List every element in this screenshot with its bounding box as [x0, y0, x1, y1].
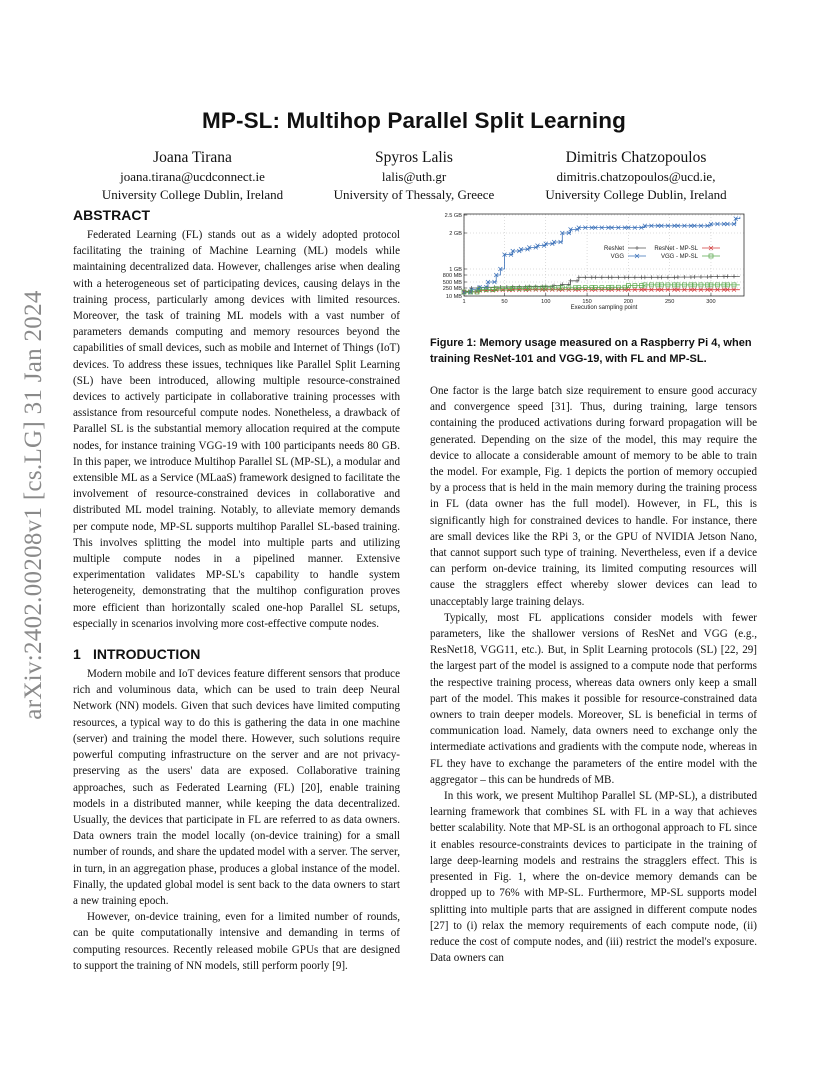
author-block-1 — [85, 148, 300, 203]
data-point — [635, 246, 639, 250]
x-tick-label: 250 — [664, 299, 675, 305]
legend-label: VGG — [610, 254, 624, 260]
author-email: dimitris.chatzopoulos@ucd.ie, — [556, 169, 716, 184]
chart-legend — [604, 246, 720, 260]
series-vgg — [462, 217, 740, 295]
author-block-3 — [530, 148, 742, 203]
data-point — [659, 275, 663, 279]
figure-1 — [430, 208, 757, 326]
data-point — [639, 275, 643, 279]
data-point — [709, 275, 713, 279]
data-point — [666, 275, 670, 279]
data-point — [593, 275, 597, 279]
data-point — [610, 275, 614, 279]
x-axis-label: Execution sampling point — [570, 305, 638, 311]
section-title: INTRODUCTION — [93, 646, 201, 663]
section-number: 1 — [73, 646, 81, 663]
legend-label: VGG - MP-SL — [660, 254, 698, 260]
data-point — [633, 275, 637, 279]
data-point — [672, 275, 676, 279]
x-tick-label: 300 — [706, 299, 716, 305]
data-point — [699, 275, 703, 279]
x-tick-label: 200 — [623, 299, 634, 305]
author-name: Dimitris Chatzopoulos — [565, 149, 707, 166]
data-point — [626, 275, 630, 279]
data-point — [616, 275, 620, 279]
legend-label: ResNet - MP-SL — [654, 246, 698, 252]
author-name: Joana Tirana — [153, 149, 232, 166]
right-column — [430, 208, 757, 966]
abstract-text: Federated Learning (FL) stands out as a widely adopted protocol facilitating the training of Machine Learning (ML) models while maintaining decentralized data. However, challenges arise when dealing with a heterogeneous set of participating devices, causing delays in the training process, particularly among devices with limited resources. Moreover, the task of training ML models with a vast number of parameters demands computing and memory resources beyond the capabilities of small devices, such as mobile and Internet of Things (IoT) devices. To address these issues, techniques like Parallel Split Learning (SL) have been introduced, allowing multiple resource-constrained devices to actively participate in collaborative training processes with assistance from resourceful compute nodes. Nonetheless, a drawback of Parallel SL is the substantial memory allocation required at the compute nodes, for instance training VGG-19 with 100 participants needs 80 GB. In this paper, we introduce Multihop Parallel SL (MP-SL), a modular and extensible ML as a Service (MLaaS) framework designed to facilitate the involvement of resource-constrained devices in collaborative and distributed ML model training. Notably, to alleviate memory demands per compute node, MP-SL supports multihop Parallel SL-based training. This involves splitting the model into multiple parts and utilizing multiple compute nodes in a pipelined manner. Extensive experimentation validates MP-SL's capability to handle system heterogeneity, demonstrating that the multihop configuration proves more efficient than horizontally scaled one-hop Parallel SL setups, especially in scenarios involving more cost-effective compute nodes. — [73, 229, 400, 630]
data-point — [705, 275, 709, 279]
author-affiliation: University College Dublin, Ireland — [545, 186, 727, 202]
series-line — [464, 285, 740, 292]
y-tick-label: 10 MB — [445, 294, 462, 300]
data-point — [692, 275, 696, 279]
author-block-2 — [318, 148, 510, 203]
data-point — [676, 275, 680, 279]
y-tick-label: 800 MB — [442, 273, 462, 279]
figure-caption: Figure 1: Memory usage measured on a Raspberry Pi 4, when training ResNet-101 and VGG-19, with FL and MP-SL. — [430, 337, 752, 365]
x-tick-label: 100 — [541, 299, 551, 305]
x-tick-label: 1 — [462, 299, 466, 305]
body-paragraph-2: Typically, most FL applications consider models with fewer parameters, like the shallower versions of ResNet and VGG (e.g., ResNet18, VGG11, etc.). But, in Split Learning protocols (SL) [22, 29] the largest part of the model is assigned to a compute node that performs the respective training process, whereas data owners only keep a small part of the model. This makes it possible for resource-constrained data owners to train deeper models. Moreover, SL is beneficial in terms of communication load. Namely, data owners need to exchange only the intermediate activations and gradients with the compute node, whereas in FL they have to exchange the parameters of the entire model with the aggregator – this can be hundreds of MB. — [430, 611, 757, 786]
data-point — [583, 275, 587, 279]
left-column — [73, 207, 400, 974]
data-point — [649, 275, 653, 279]
data-point — [606, 275, 610, 279]
data-point — [643, 275, 647, 279]
y-tick-label: 250 MB — [442, 286, 462, 292]
y-tick-label: 1 GB — [449, 267, 462, 273]
abstract-heading: ABSTRACT — [73, 207, 150, 223]
data-point — [577, 275, 581, 279]
arxiv-id: arXiv:2402.00208v1 [cs.LG] 31 Jan 2024 — [20, 290, 47, 720]
body-paragraph-1: One factor is the large batch size requirement to ensure good accuracy and convergence speed [31]. Thus, during training, large tensors containing the produced activations during forward propagation will be generated. Depending on the size of the model, this may require the device to allocate a considerable amount of memory to be able to train the model. For example, Fig. 1 depicts the portion of memory occupied by a process that is held in the main memory during the training process in FL (data owner has the full model). However, in FL, this is significantly high for constrained devices to handle. For instance, there are small devices like the RPi 3, or the GPU of NVIDIA Jetson Nano, that cannot support such type of training. Nevertheless, even if a device can perform on-device training, its limited computing resources will cause the stragglers effect whereby slower devices can lead to unacceptably large training delays. — [430, 385, 757, 608]
data-point — [600, 275, 604, 279]
body-paragraph-3: In this work, we present Multihop Parallel SL (MP-SL), a distributed learning framework that combines SL with FL in a way that achieves better scalability. Note that MP-SL is an orthogonal approach to FL since it enables resource-constraints devices to participate in the training of large deep-learning models and restrains the stragglers effect. This is presented in Fig. 1, where the on-device memory demands can be dropped up to 76% with MP-SL. Furthermore, MP-SL supports model splitting into multiple parts that are assigned in different compute nodes [27] to (i) relax the memory requirements of each compute node, (ii) reduce the cost of compute nodes, and (iii) restrict the model's exposure. Data owners can — [430, 790, 757, 965]
y-tick-label: 2 GB — [449, 231, 462, 237]
x-tick-label: 150 — [582, 299, 592, 305]
intro-paragraph-1: Modern mobile and IoT devices feature different sensors that produce rich and voluminous data, which can be used to train deep Neural Network (NN) models. Given that such devices have limited computing resources, a typical way to do this is gathering the data in one machine (server) and training the model there. However, such solutions require powerful computing infrastructure on the server and are not privacy-preserving as the users' data are exposed. Collaborative training approaches, such as Federated Learning (FL) [20], enable training models in a distributed manner, while keeping the data decentralized. Usually, the devices that participate in FL are referred to as data owners. Data owners train the model locally (on-device training) for a small number of rounds, and share the updated model with a server. The server, in turn, in an aggregation phase, produces a global instance of the model. Finally, the updated global model is sent back to the data owners to start a new training epoch. — [73, 668, 400, 907]
arxiv-sidebar — [14, 290, 54, 720]
author-name: Spyros Lalis — [375, 149, 453, 166]
memory-usage-chart — [430, 208, 757, 326]
y-tick-label: 2.5 GB — [444, 213, 462, 219]
data-point — [656, 275, 660, 279]
author-email: lalis@uth.gr — [381, 169, 447, 184]
paper-title: MP-SL: Multihop Parallel Split Learning — [202, 108, 626, 133]
intro-paragraph-2: However, on-device training, even for a limited number of rounds, can be quite computationally intensive and demanding in terms of computing resources. Recently released mobile GPUs that are designed to support the training of NN models, still perform poorly [9]. — [73, 911, 400, 972]
author-email: joana.tirana@ucdconnect.ie — [120, 169, 265, 184]
data-point — [732, 274, 736, 278]
intro-heading — [73, 646, 400, 662]
chart-series — [462, 217, 740, 295]
author-affiliation: University of Thessaly, Greece — [333, 186, 495, 202]
data-point — [623, 275, 627, 279]
data-point — [689, 275, 693, 279]
author-affiliation: University College Dublin, Ireland — [101, 186, 284, 202]
y-tick-label: 500 MB — [442, 280, 462, 286]
legend-label: ResNet — [603, 246, 624, 252]
data-point — [682, 275, 686, 279]
x-tick-label: 50 — [501, 299, 508, 305]
data-point — [590, 275, 594, 279]
